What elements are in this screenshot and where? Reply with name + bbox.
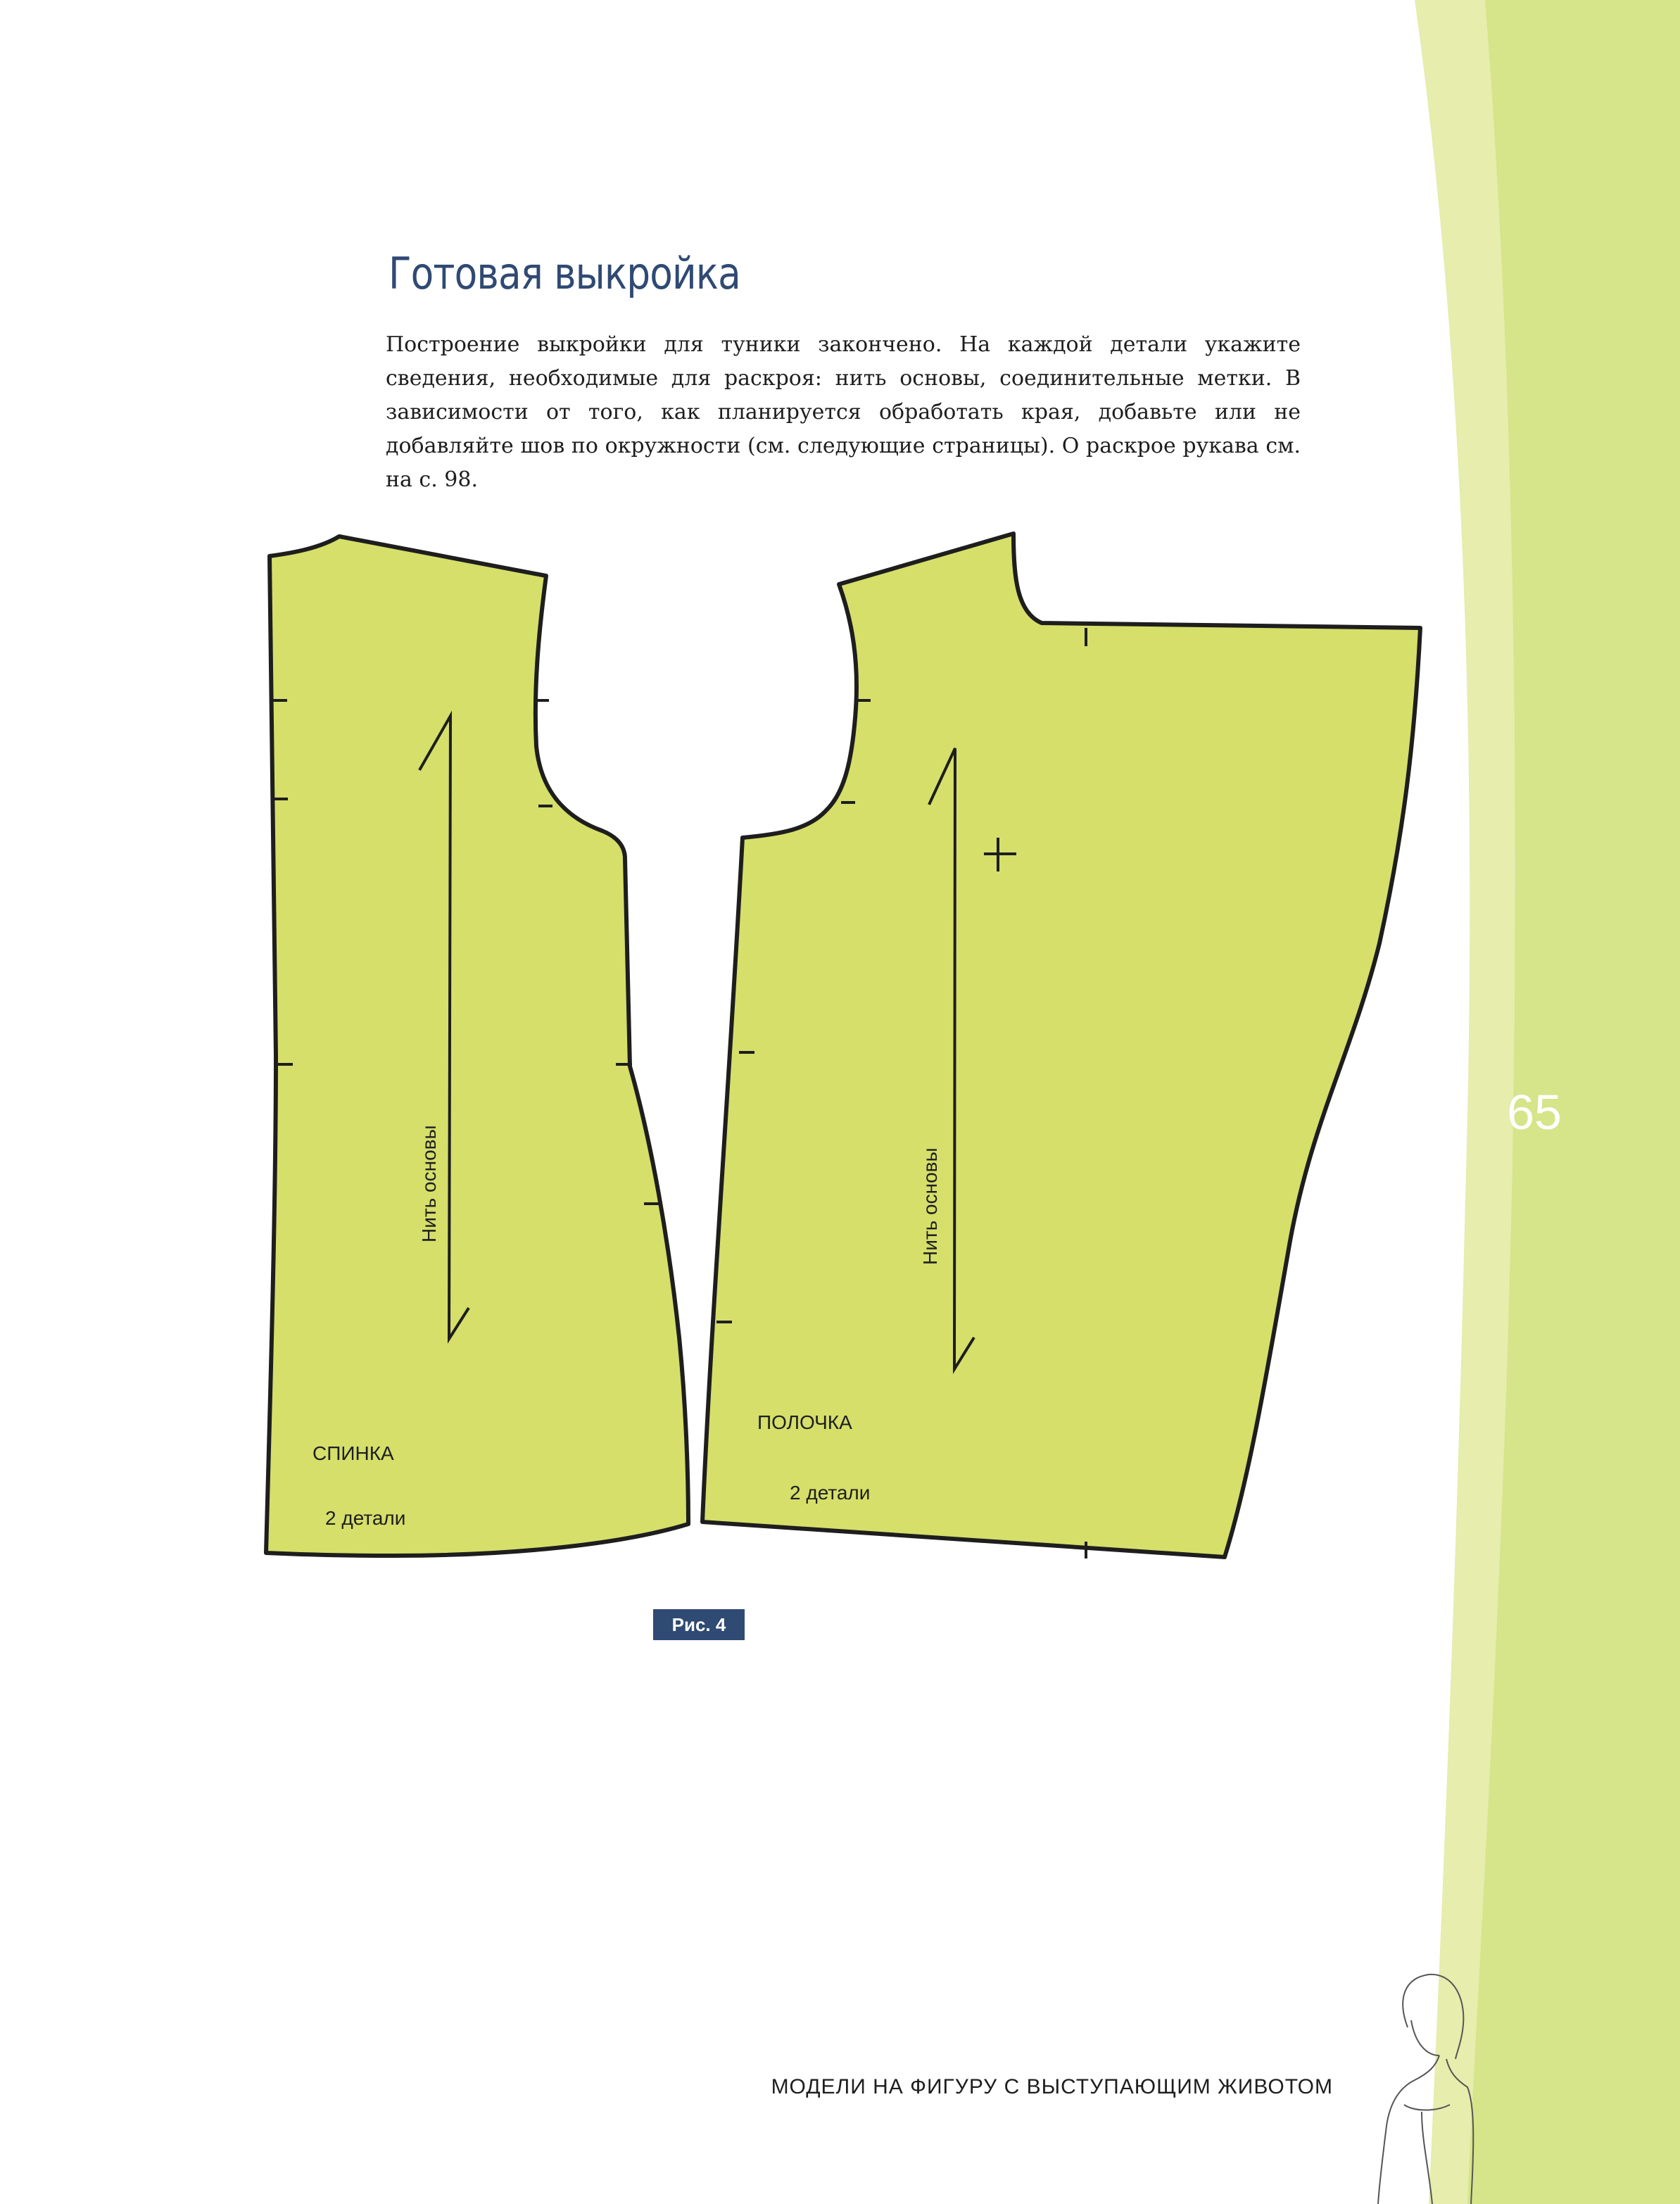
front-grain-label: Нить основы bbox=[919, 1147, 941, 1265]
page-number: 65 bbox=[1507, 1085, 1562, 1140]
front-piece-count: 2 детали bbox=[790, 1482, 871, 1504]
back-piece-name: СПИНКА bbox=[312, 1442, 394, 1464]
figure-label: Рис. 4 bbox=[653, 1609, 745, 1640]
back-grain-label: Нить основы bbox=[418, 1125, 440, 1242]
back-pattern-piece bbox=[266, 536, 688, 1556]
intro-paragraph: Построение выкройки для туники закончено. На каждой детали укажите сведения, необходимые для раскроя: нить основы, соединительные метки. В зависимости от того, как планируется обработать края, добавьте или не добавляйте шов по окружности (см. следующие страницы). О раскрое рукава см. на с. 98. bbox=[386, 332, 1301, 492]
footer-caption: МОДЕЛИ НА ФИГУРУ С ВЫСТУПАЮЩИМ ЖИВОТОМ bbox=[771, 2075, 1333, 2098]
page-title: Готовая выкройка bbox=[389, 248, 740, 299]
front-piece-name: ПОЛОЧКА bbox=[757, 1411, 852, 1433]
back-piece-count: 2 детали bbox=[325, 1507, 406, 1529]
front-pattern-piece bbox=[702, 534, 1420, 1557]
